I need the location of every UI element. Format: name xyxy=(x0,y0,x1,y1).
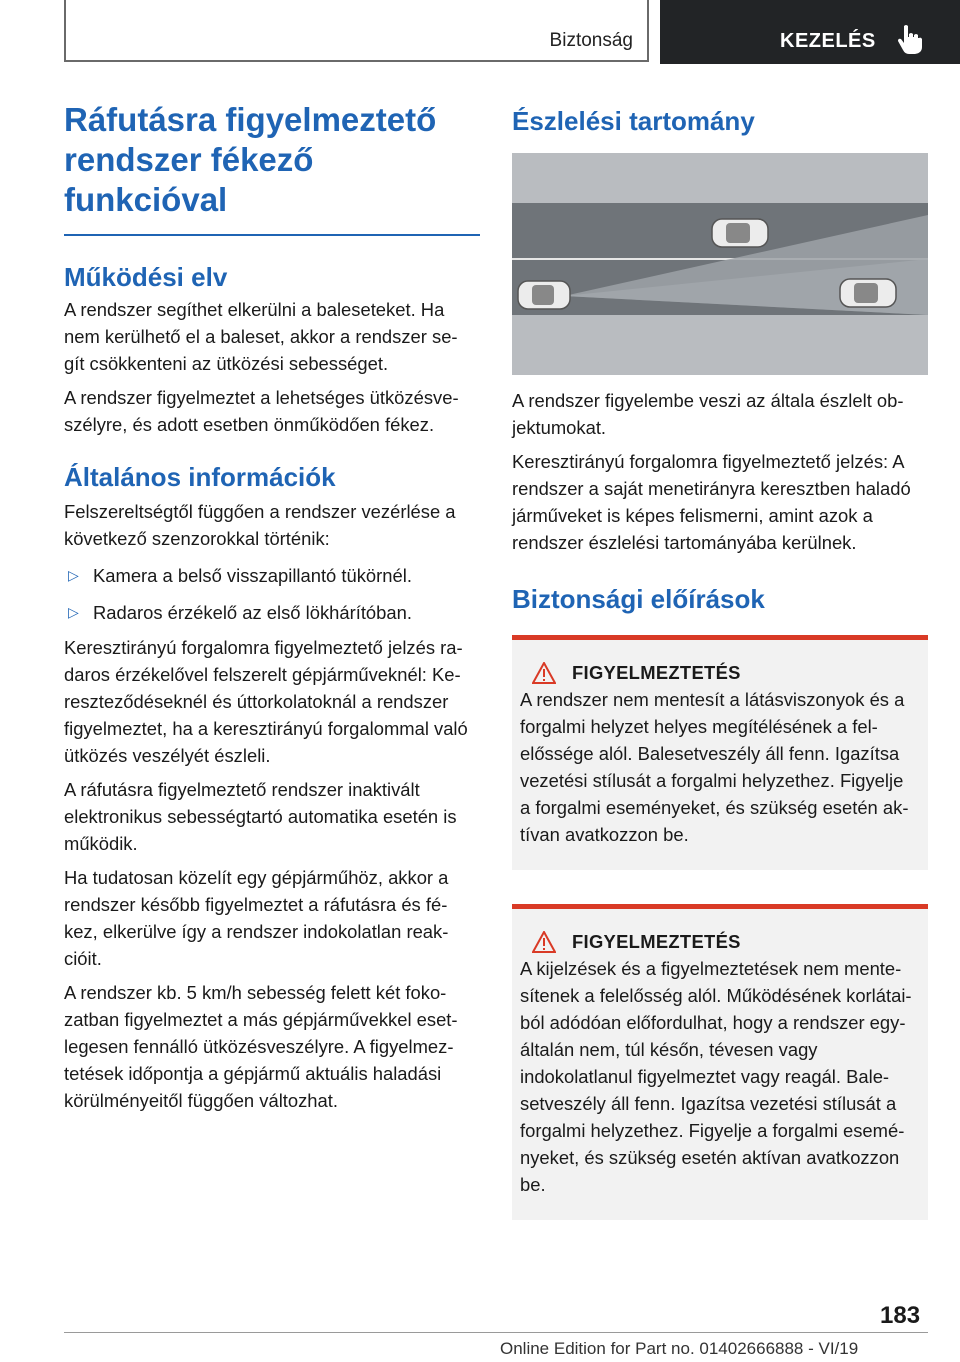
heading-general-info: Általános információk xyxy=(64,462,336,492)
own-car-icon xyxy=(518,281,570,309)
footer-divider xyxy=(64,1332,928,1333)
paragraph-general: Felszereltségtől függően a rendszer vezérlése a következő szenzorokkal történik: xyxy=(64,501,456,549)
warning-header xyxy=(532,931,920,953)
detection-range-illustration xyxy=(512,153,928,375)
list-item-camera xyxy=(64,562,480,589)
warning-box-1 xyxy=(512,635,928,870)
vehicle-ahead-left-lane-icon xyxy=(712,219,768,247)
section-tab xyxy=(64,0,649,62)
paragraph-cross-traffic: Keresztirányú forgalomra figyelmeztető jelzés ra‐ daros érzékelővel felszerelt gépjárműveknél: Ke‐ reszteződéseknél és úttorkolatoknál a rendszer figyelmeztet, ha a keresztirányú forgalommal való ütközés veszélyét észleli. xyxy=(64,637,468,766)
page-title-line2: rendszer fékező funkcióval xyxy=(64,141,314,218)
paragraph-speed: A rendszer kb. 5 km/h sebesség felett két foko‐ zatban figyelmeztet a más gépjárművekkel eset‐ legesen fennálló ütközésveszélyre. A figyelmez‐ tetések időpontja a gépjármű aktuális haladási körülményeitől függően változhat. xyxy=(64,982,458,1111)
vehicle-ahead-own-lane-icon xyxy=(840,279,896,307)
paragraph-range-2: Keresztirányú forgalomra figyelmeztető jelzés: A rendszer a saját menetirányra keresztben haladó járműveket is képes felismerni, amint azok a rendszer észlelési tartományába kerülnek. xyxy=(512,451,911,553)
hand-pointer-icon xyxy=(897,24,923,54)
paragraph-principle-1: A rendszer segíthet elkerülni a baleseteket. Ha nem kerülhető el a baleset, akkor a rendszer se‐ gít csökkenteni az ütközési sebességet. xyxy=(64,299,458,374)
chapter-title: KEZELÉS xyxy=(780,30,876,52)
warning-triangle-icon xyxy=(532,931,556,953)
bullet-triangle-icon: ▷ xyxy=(68,604,79,620)
page-number: 183 xyxy=(880,1302,921,1329)
warning-header xyxy=(532,662,920,684)
page-title xyxy=(64,100,480,220)
heading-safety-rules: Biztonsági előírások xyxy=(512,584,765,614)
list-item-radar xyxy=(64,599,480,626)
warning-triangle-icon xyxy=(532,662,556,684)
paragraph-approach: Ha tudatosan közelít egy gépjárműhöz, akkor a rendszer később figyelmeztet a ráfutásra és fé‐ kez, elkerülve így a rendszer indokolatlan reak‐ cióit. xyxy=(64,867,449,969)
page-header xyxy=(0,0,960,66)
heading-detection-range: Észlelési tartomány xyxy=(512,106,755,136)
paragraph-inactive-acc: A ráfutásra figyelmeztető rendszer inaktivált elektronikus sebességtartó automatika esetén is működik. xyxy=(64,779,457,854)
right-column xyxy=(512,100,928,1220)
warning-title: FIGYELMEZTETÉS xyxy=(572,662,741,683)
title-divider xyxy=(64,234,480,236)
list-item-text: Radaros érzékelő az első lökhárítóban. xyxy=(93,602,412,623)
detection-range-diagram xyxy=(512,153,928,375)
paragraph-principle-2: A rendszer figyelmeztet a lehetséges ütközésve‐ szélyre, és adott esetben önműködően fékez. xyxy=(64,387,459,435)
warning-box-2 xyxy=(512,904,928,1220)
list-item-text: Kamera a belső visszapillantó tükörnél. xyxy=(93,565,412,586)
heading-working-principle: Működési elv xyxy=(64,262,228,292)
chapter-tab xyxy=(660,0,960,64)
page-title-line1: Ráfutásra figyelmeztető xyxy=(64,101,437,138)
edition-note: Online Edition for Part no. 01402666888 - VI/19 xyxy=(500,1339,859,1358)
paragraph-range-1: A rendszer figyelembe veszi az általa észlelt ob‐ jektumokat. xyxy=(512,390,904,438)
left-column xyxy=(64,100,480,1114)
warning-text: A rendszer nem mentesít a látásviszonyok és a forgalmi helyzet helyes megítélésének a fel‐ előssége alól. Balesetveszély áll fenn. Igazítsa vezetési stílusát a forgalmi helyzethez. Figyelje a forgalmi eseményeket, és szükség esetén ak‐ tívan avatkozzon be. xyxy=(520,689,909,845)
warning-text: A kijelzések és a figyelmeztetések nem mente‐ sítenek a felelősség alól. Működésének korlátai‐ ból adódóan előfordulhat, hogy a rendszer egy‐ általán nem, túl későn, tévesen vagy indokolatlanul figyelmeztet vagy reagál. Bale‐ setveszély áll fenn. Igazítsa vezetési stílusát a forgalmi helyzethez. Figyelje a forgalmi esemé‐ nyeket, és szükség esetén aktívan avatkozzon be. xyxy=(520,958,912,1195)
section-title: Biztonság xyxy=(549,30,633,51)
bullet-triangle-icon: ▷ xyxy=(68,567,79,583)
warning-title: FIGYELMEZTETÉS xyxy=(572,931,741,952)
